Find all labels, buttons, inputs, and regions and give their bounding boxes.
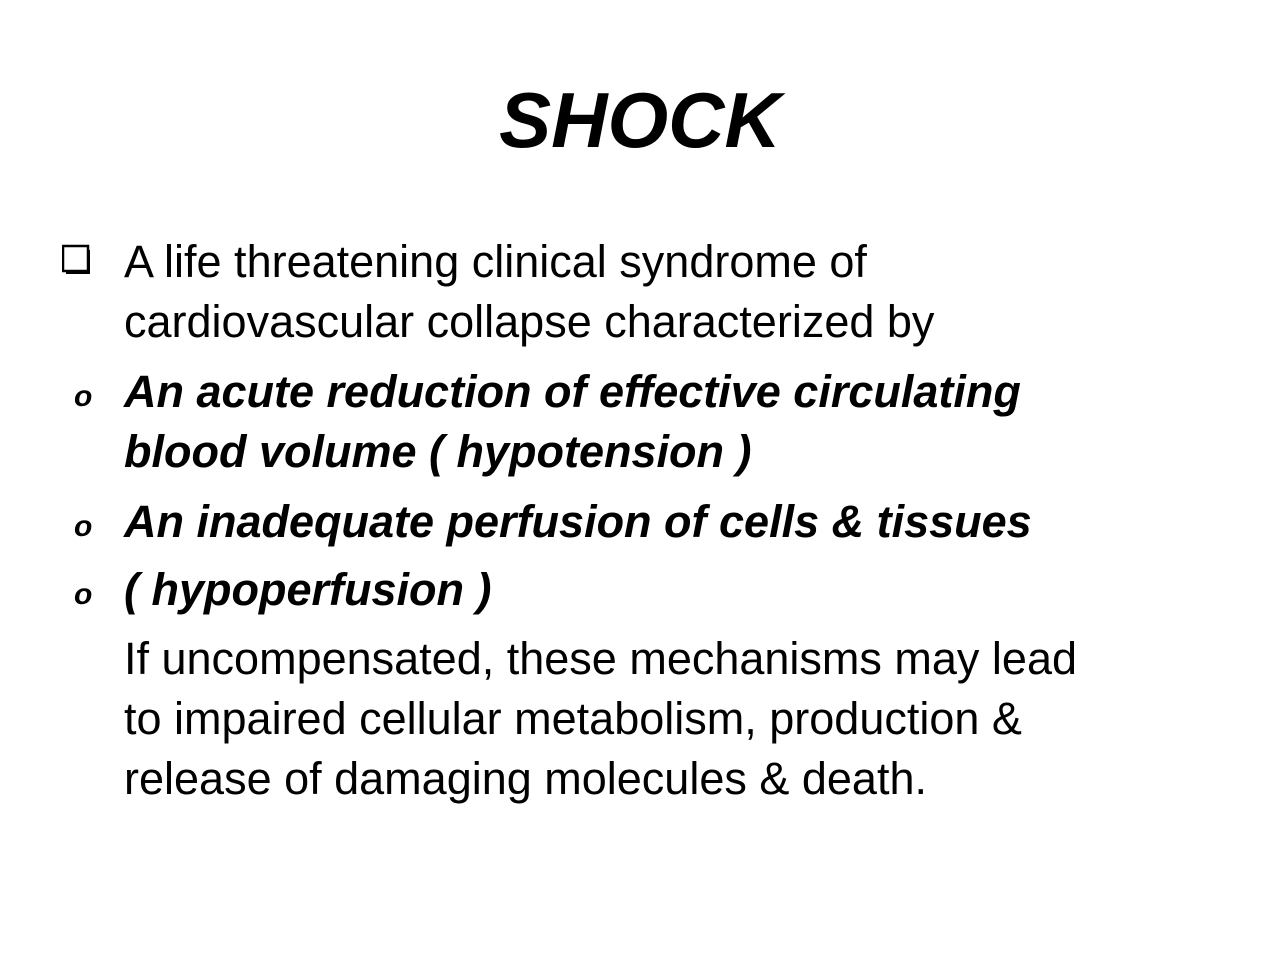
intro-line-2: cardiovascular collapse characterized by	[124, 296, 935, 347]
circle-bullet: o	[74, 510, 93, 543]
conclusion-line-1: If uncompensated, these mechanisms may lead	[124, 633, 1077, 684]
conclusion-line-3: release of damaging molecules & death.	[124, 753, 927, 804]
point-1-line-1: An acute reduction of effective circulating	[124, 366, 1021, 417]
circle-bullet: o	[74, 578, 93, 611]
point-3-line-1: ( hypoperfusion )	[124, 564, 492, 615]
intro-line-1: A life threatening clinical syndrome of	[124, 236, 867, 287]
circle-bullet: o	[74, 380, 93, 413]
conclusion-line-2: to impaired cellular metabolism, production &	[124, 693, 1022, 744]
point-1-line-2: blood volume ( hypotension )	[124, 426, 752, 477]
checkbox-bullet-icon	[62, 244, 94, 276]
point-2-line-1: An inadequate perfusion of cells & tissues	[124, 496, 1032, 547]
slide-title: SHOCK	[499, 76, 781, 164]
